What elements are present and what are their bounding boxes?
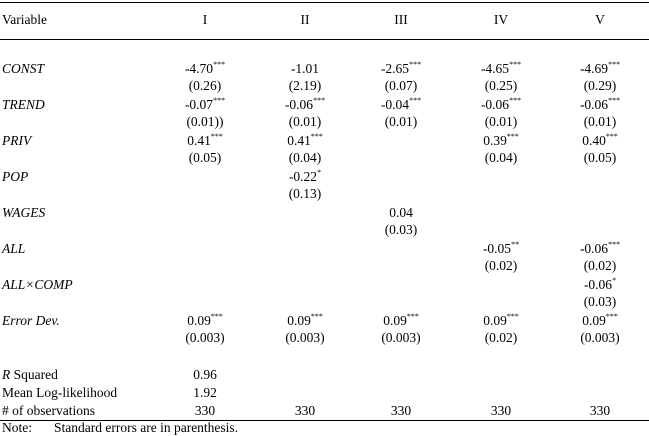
note-prefix: Note: xyxy=(2,420,32,435)
coefficient-cell xyxy=(555,61,645,77)
coefficient-cell xyxy=(456,61,546,77)
row-label: Error Dev. xyxy=(2,313,60,328)
significance-stars: *** xyxy=(310,312,323,321)
coefficient-value: 0.39 xyxy=(483,133,507,148)
coefficient-cell xyxy=(260,133,350,149)
coefficient-cell xyxy=(260,61,350,77)
standard-error-cell: (0.02) xyxy=(583,258,617,273)
significance-stars: *** xyxy=(310,132,323,141)
loglik-label: Mean Log-likelihood xyxy=(2,385,118,400)
r-squared-value: 0.96 xyxy=(193,367,217,382)
coefficient-value: 0.04 xyxy=(389,205,413,220)
coefficient-value: 0.09 xyxy=(582,313,606,328)
nobs-value-2: 330 xyxy=(294,403,316,418)
row-label: ALL xyxy=(2,241,26,256)
standard-error-cell: (0.01) xyxy=(384,114,418,129)
coefficient-cell xyxy=(160,61,250,77)
coefficient-value: -4.65 xyxy=(480,61,510,76)
standard-error-cell: (0.05) xyxy=(188,150,222,165)
standard-error-cell: (0.02) xyxy=(484,330,518,345)
coefficient-value: 0.09 xyxy=(483,313,507,328)
standard-error-cell: (0.04) xyxy=(288,150,322,165)
significance-stars: *** xyxy=(313,96,326,105)
header-rule xyxy=(0,39,649,40)
significance-stars: *** xyxy=(409,60,422,69)
coefficient-cell xyxy=(456,313,546,329)
significance-stars: *** xyxy=(213,60,226,69)
row-label: POP xyxy=(2,169,29,184)
significance-stars: *** xyxy=(509,96,522,105)
significance-stars: *** xyxy=(210,312,223,321)
header-variable: Variable xyxy=(2,12,47,27)
nobs-value-4: 330 xyxy=(490,403,512,418)
standard-error-cell: (0.04) xyxy=(484,150,518,165)
row-label: PRIV xyxy=(2,133,32,148)
nobs-value-1: 330 xyxy=(194,403,216,418)
coefficient-cell xyxy=(160,97,250,113)
coefficient-cell xyxy=(260,169,350,185)
significance-stars: *** xyxy=(608,240,621,249)
row-label: CONST xyxy=(2,61,45,76)
coefficient-cell xyxy=(356,205,446,221)
standard-error-cell: (0.26) xyxy=(188,78,222,93)
coefficient-value: 0.09 xyxy=(287,313,311,328)
significance-stars: *** xyxy=(605,132,618,141)
header-col-3: III xyxy=(394,12,408,27)
significance-stars: *** xyxy=(509,60,522,69)
standard-error-cell: (0.003) xyxy=(185,330,225,345)
significance-stars: *** xyxy=(210,132,223,141)
header-col-1: I xyxy=(202,12,208,27)
standard-error-cell: (0.003) xyxy=(381,330,421,345)
coefficient-value: -0.06 xyxy=(579,97,609,112)
standard-error-cell: (0.003) xyxy=(580,330,620,345)
row-label: TREND xyxy=(2,97,45,112)
r-squared-label xyxy=(2,367,58,383)
significance-stars: *** xyxy=(605,312,618,321)
loglik-value: 1.92 xyxy=(193,385,217,400)
nobs-label: # of observations xyxy=(2,403,95,418)
coefficient-value: -4.70 xyxy=(184,61,214,76)
significance-stars: *** xyxy=(406,312,419,321)
standard-error-cell: (0.003) xyxy=(285,330,325,345)
coefficient-value: -0.06 xyxy=(579,241,609,256)
standard-error-cell: (0.01) xyxy=(583,114,617,129)
coefficient-value: -0.06 xyxy=(480,97,510,112)
coefficient-value: -0.04 xyxy=(380,97,410,112)
coefficient-cell xyxy=(555,313,645,329)
coefficient-value: -0.06 xyxy=(284,97,314,112)
coefficient-cell xyxy=(356,313,446,329)
standard-error-cell: (0.13) xyxy=(288,186,322,201)
coefficient-value: -0.06 xyxy=(583,277,613,292)
row-label: ALL×COMP xyxy=(2,277,73,292)
coefficient-cell xyxy=(456,97,546,113)
coefficient-value: 0.40 xyxy=(582,133,606,148)
coefficient-cell xyxy=(260,97,350,113)
coefficient-value: -0.05 xyxy=(482,241,512,256)
coefficient-cell xyxy=(456,133,546,149)
standard-error-cell: (2.19) xyxy=(288,78,322,93)
header-col-5: V xyxy=(595,12,605,27)
coefficient-cell xyxy=(160,313,250,329)
significance-stars: *** xyxy=(506,312,519,321)
nobs-value-3: 330 xyxy=(390,403,412,418)
coefficient-value: -0.07 xyxy=(184,97,214,112)
coefficient-value: -1.01 xyxy=(290,61,320,76)
standard-error-cell: (0.03) xyxy=(583,294,617,309)
standard-error-cell: (0.05) xyxy=(583,150,617,165)
coefficient-value: -2.65 xyxy=(380,61,410,76)
table-note xyxy=(2,420,238,436)
r-squared-italic: R xyxy=(2,367,11,382)
coefficient-cell xyxy=(555,241,645,257)
standard-error-cell: (0.03) xyxy=(384,222,418,237)
header-col-4: IV xyxy=(493,12,509,27)
header-col-2: II xyxy=(300,12,310,27)
standard-error-cell: (0.02) xyxy=(484,258,518,273)
standard-error-cell: (0.07) xyxy=(384,78,418,93)
significance-stars: *** xyxy=(608,60,621,69)
coefficient-value: 0.41 xyxy=(287,133,311,148)
r-squared-rest: Squared xyxy=(10,367,58,382)
coefficient-cell xyxy=(555,133,645,149)
standard-error-cell: (0.01)) xyxy=(186,114,224,129)
top-rule xyxy=(0,2,649,3)
standard-error-cell: (0.29) xyxy=(583,78,617,93)
coefficient-value: 0.09 xyxy=(383,313,407,328)
significance-stars: * xyxy=(317,168,322,177)
coefficient-value: -0.22 xyxy=(288,169,318,184)
row-label: WAGES xyxy=(2,205,46,220)
coefficient-cell xyxy=(356,97,446,113)
coefficient-cell xyxy=(356,61,446,77)
coefficient-value: 0.09 xyxy=(187,313,211,328)
standard-error-cell: (0.01) xyxy=(288,114,322,129)
coefficient-cell xyxy=(555,277,645,293)
significance-stars: ** xyxy=(511,240,520,249)
coefficient-cell xyxy=(555,97,645,113)
coefficient-cell xyxy=(160,133,250,149)
coefficient-cell xyxy=(260,313,350,329)
significance-stars: * xyxy=(612,276,617,285)
significance-stars: *** xyxy=(608,96,621,105)
significance-stars: *** xyxy=(409,96,422,105)
significance-stars: *** xyxy=(506,132,519,141)
coefficient-cell xyxy=(456,241,546,257)
note-text: Standard errors are in parenthesis. xyxy=(54,420,239,435)
coefficient-value: -4.69 xyxy=(579,61,609,76)
significance-stars: *** xyxy=(213,96,226,105)
standard-error-cell: (0.01) xyxy=(484,114,518,129)
standard-error-cell: (0.25) xyxy=(484,78,518,93)
nobs-value-5: 330 xyxy=(589,403,611,418)
coefficient-value: 0.41 xyxy=(187,133,211,148)
